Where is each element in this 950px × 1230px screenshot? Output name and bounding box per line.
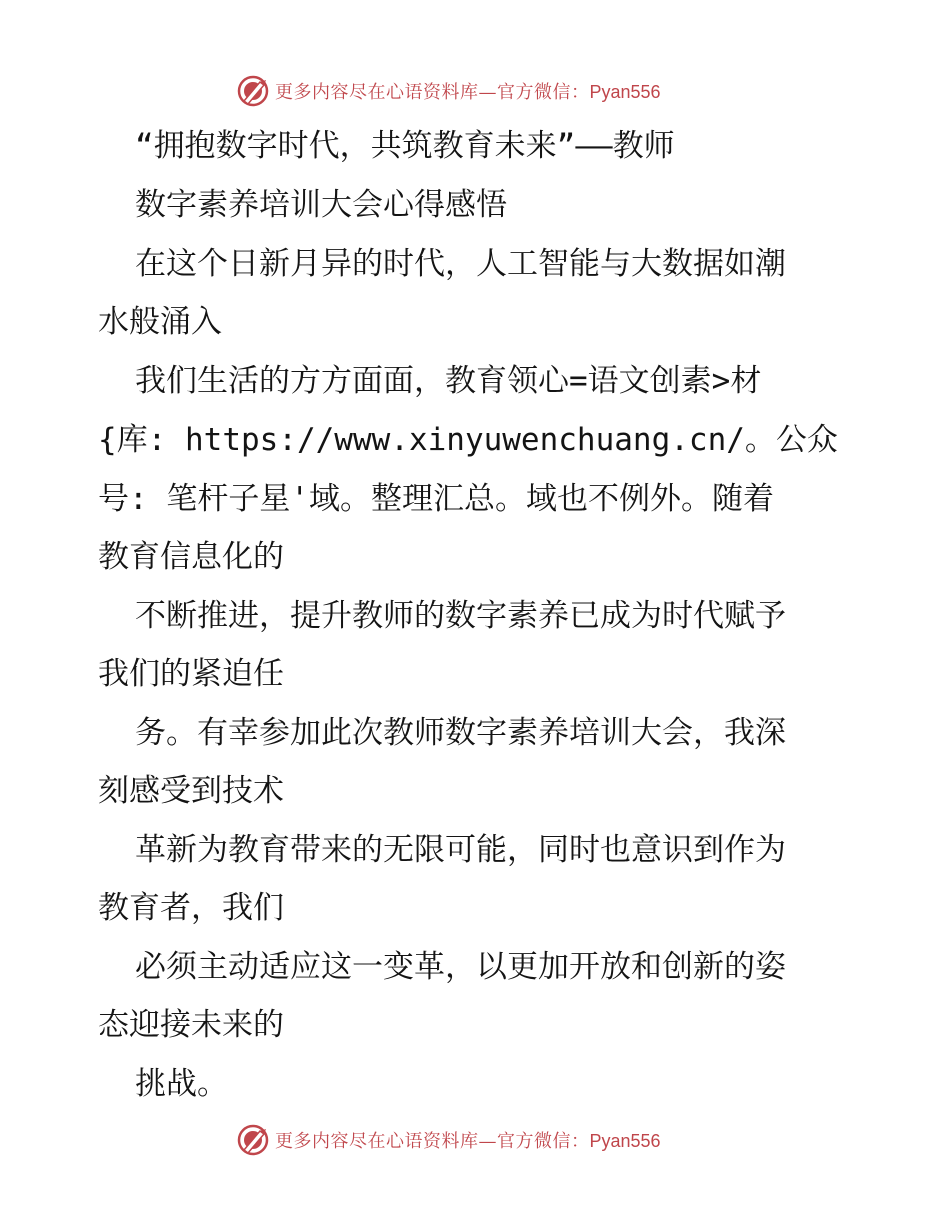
watermark-wechat-id: Pyan556 [589, 1131, 661, 1151]
title-line-2: 数字素养培训大会心得感悟 [135, 187, 507, 223]
paragraph-line: 在这个日新月异的时代，人工智能与大数据如潮 [135, 246, 786, 282]
paragraph-line: 挑战。 [135, 1066, 228, 1102]
paragraph-line: 教育信息化的 [98, 539, 284, 575]
paragraph-line: 态迎接未来的 [98, 1007, 284, 1043]
paragraph-line: 革新为教育带来的无限可能，同时也意识到作为 [135, 832, 786, 868]
paragraph-line: 我们生活的方方面面，教育领心=语文创素>材 [135, 363, 762, 399]
watermark-text [275, 1127, 661, 1153]
paragraph-line: 务。有幸参加此次教师数字素养培训大会，我深 [135, 715, 786, 751]
watermark-wechat-label: 官方微信： [497, 82, 590, 103]
title-line-1: “拥抱数字时代，共筑教育未来”——教师 [135, 128, 675, 164]
paragraph-line: 水般涌入 [98, 304, 222, 340]
watermark-wechat-label: 官方微信： [497, 1131, 590, 1152]
pen-seal-logo-icon [236, 1123, 270, 1157]
paragraph-line: 刻感受到技术 [98, 773, 284, 809]
watermark-site: 更多内容尽在心语资料库— [275, 82, 497, 103]
paragraph-line: {库: https://www.xinyuwenchuang.cn/。公众 [98, 422, 838, 458]
watermark-site: 更多内容尽在心语资料库— [275, 1131, 497, 1152]
paragraph-line: 必须主动适应这一变革，以更加开放和创新的姿 [135, 949, 786, 985]
paragraph-line: 号: 笔杆子星'域。整理汇总。域也不例外。随着 [98, 481, 774, 517]
paragraph-line: 不断推进，提升教师的数字素养已成为时代赋予 [135, 598, 786, 634]
footer-watermark [236, 1123, 661, 1157]
watermark-wechat-id: Pyan556 [589, 82, 661, 102]
paragraph-line: 我们的紧迫任 [98, 656, 284, 692]
paragraph-line: 教育者，我们 [98, 890, 284, 926]
